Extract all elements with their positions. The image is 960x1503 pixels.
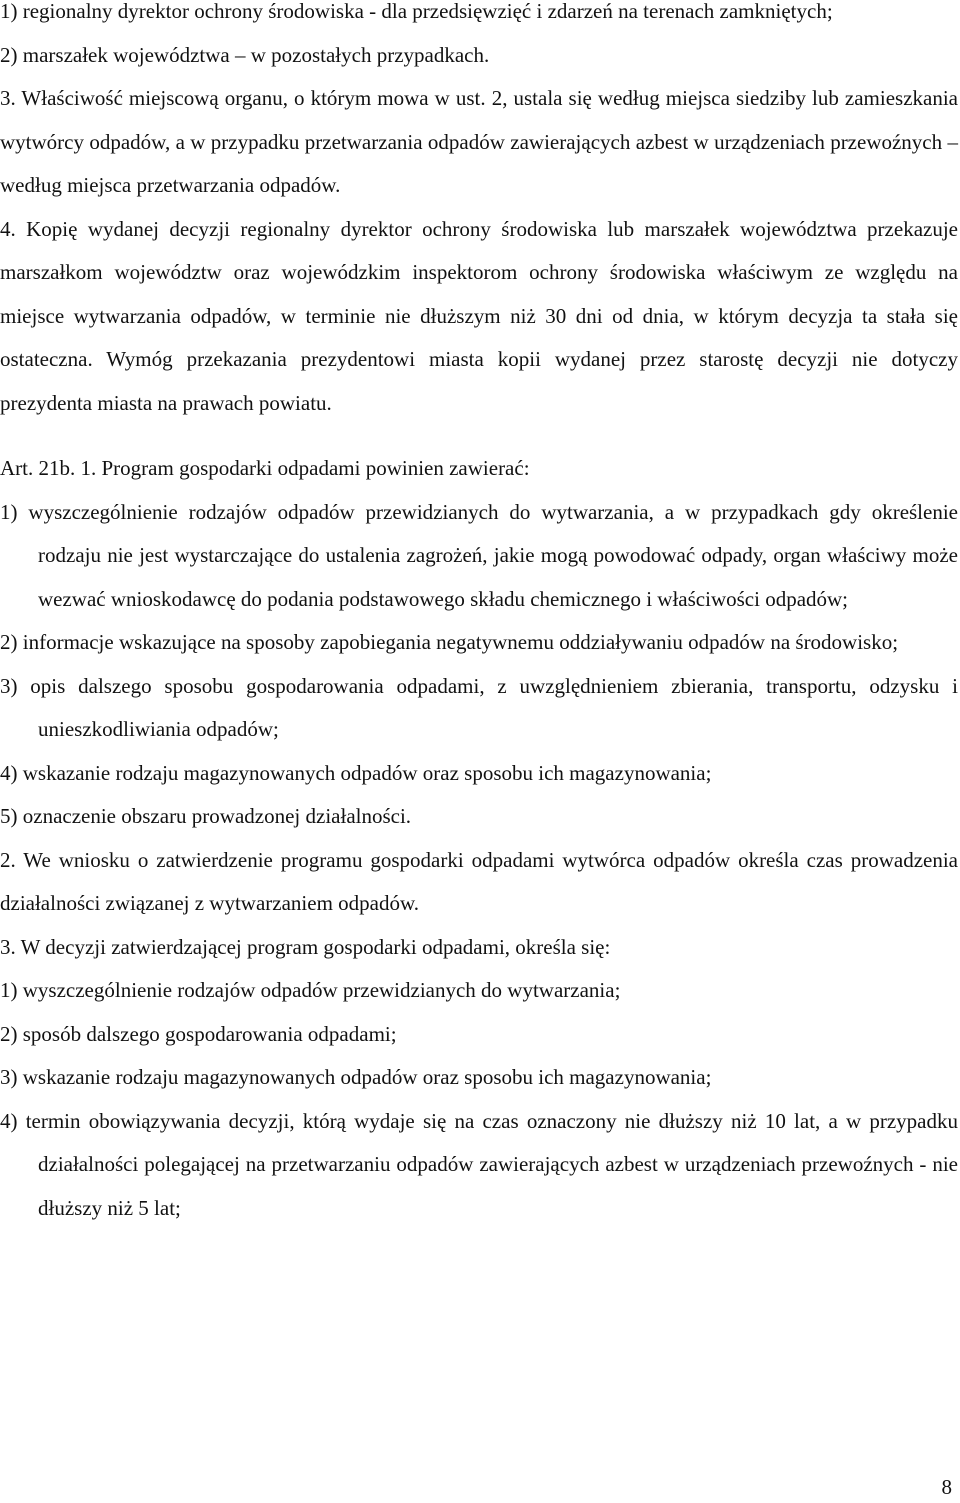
list-item: 3) wskazanie rodzaju magazynowanych odpadów oraz sposobu ich magazynowania; (0, 1065, 712, 1089)
paragraph: 2. We wniosku o zatwierdzenie programu gospodarki odpadami wytwórca odpadów określa czas prowadzenia działalności związanej z wytwarzaniem odpadów. (0, 847, 958, 915)
article-heading: Art. 21b. 1. Program gospodarki odpadami powinien zawierać: (0, 456, 530, 480)
page-number: 8 (941, 1475, 952, 1499)
list-item: 1) regionalny dyrektor ochrony środowiska - dla przedsięwzięć i zdarzeń na terenach zamkniętych; (0, 0, 833, 23)
list-item: 4) termin obowiązywania decyzji, którą wydaje się na czas oznaczony nie dłuższy niż 10 lat, a w przypadku działalności polegającej na przetwarzaniu odpadów zawierających azbest w urządzeniach przewoźnych - nie dłuższy niż 5 lat; (0, 1108, 958, 1220)
list-item: 1) wyszczególnienie rodzajów odpadów przewidzianych do wytwarzania, a w przypadkach gdy określenie rodzaju nie jest wystarczające do ustalenia zagrożeń, jakie mogą powodować odpady, organ właściwy może wezwać wnioskodawcę do podania podstawowego składu chemicznego i właściwości odpadów; (0, 499, 958, 611)
list-item: 4) wskazanie rodzaju magazynowanych odpadów oraz sposobu ich magazynowania; (0, 760, 712, 785)
list-item: 2) sposób dalszego gospodarowania odpadami; (0, 1021, 397, 1046)
list-item: 3) opis dalszego sposobu gospodarowania odpadami, z uwzględnieniem zbierania, transportu, odzysku i unieszkodliwiania odpadów; (0, 673, 958, 741)
paragraph: 3. Właściwość miejscową organu, o którym mowa w ust. 2, ustala się według miejsca siedziby lub zamieszkania wytwórcy odpadów, a w przypadku przetwarzania odpadów zawierających azbest w urządzeniach przewoźnych – według miejsca przetwarzania odpadów. (0, 86, 958, 197)
paragraph: 3. W decyzji zatwierdzającej program gospodarki odpadami, określa się: (0, 934, 611, 959)
list-item: 2) informacje wskazujące na sposoby zapobiegania negatywnemu oddziaływaniu odpadów na środowisko; (0, 630, 899, 654)
list-item: 5) oznaczenie obszaru prowadzonej działalności. (0, 804, 412, 828)
list-item: 1) wyszczególnienie rodzajów odpadów przewidzianych do wytwarzania; (0, 978, 621, 1002)
list-item: 2) marszałek województwa – w pozostałych przypadkach. (0, 42, 490, 67)
paragraph: 4. Kopię wydanej decyzji regionalny dyrektor ochrony środowiska lub marszałek województwa przekazuje marszałkom województw oraz wojewódzkim inspektorom ochrony środowiska właściwym ze względu na miejsce wytwarzania odpadów, w terminie nie dłuższym niż 30 dni od dnia, w którym decyzja ta stała się ostateczna. Wymóg przekazania prezydentowi miasta kopii wydanej przez starostę decyzji nie dotyczy prezydenta miasta na prawach powiatu. (0, 216, 958, 415)
